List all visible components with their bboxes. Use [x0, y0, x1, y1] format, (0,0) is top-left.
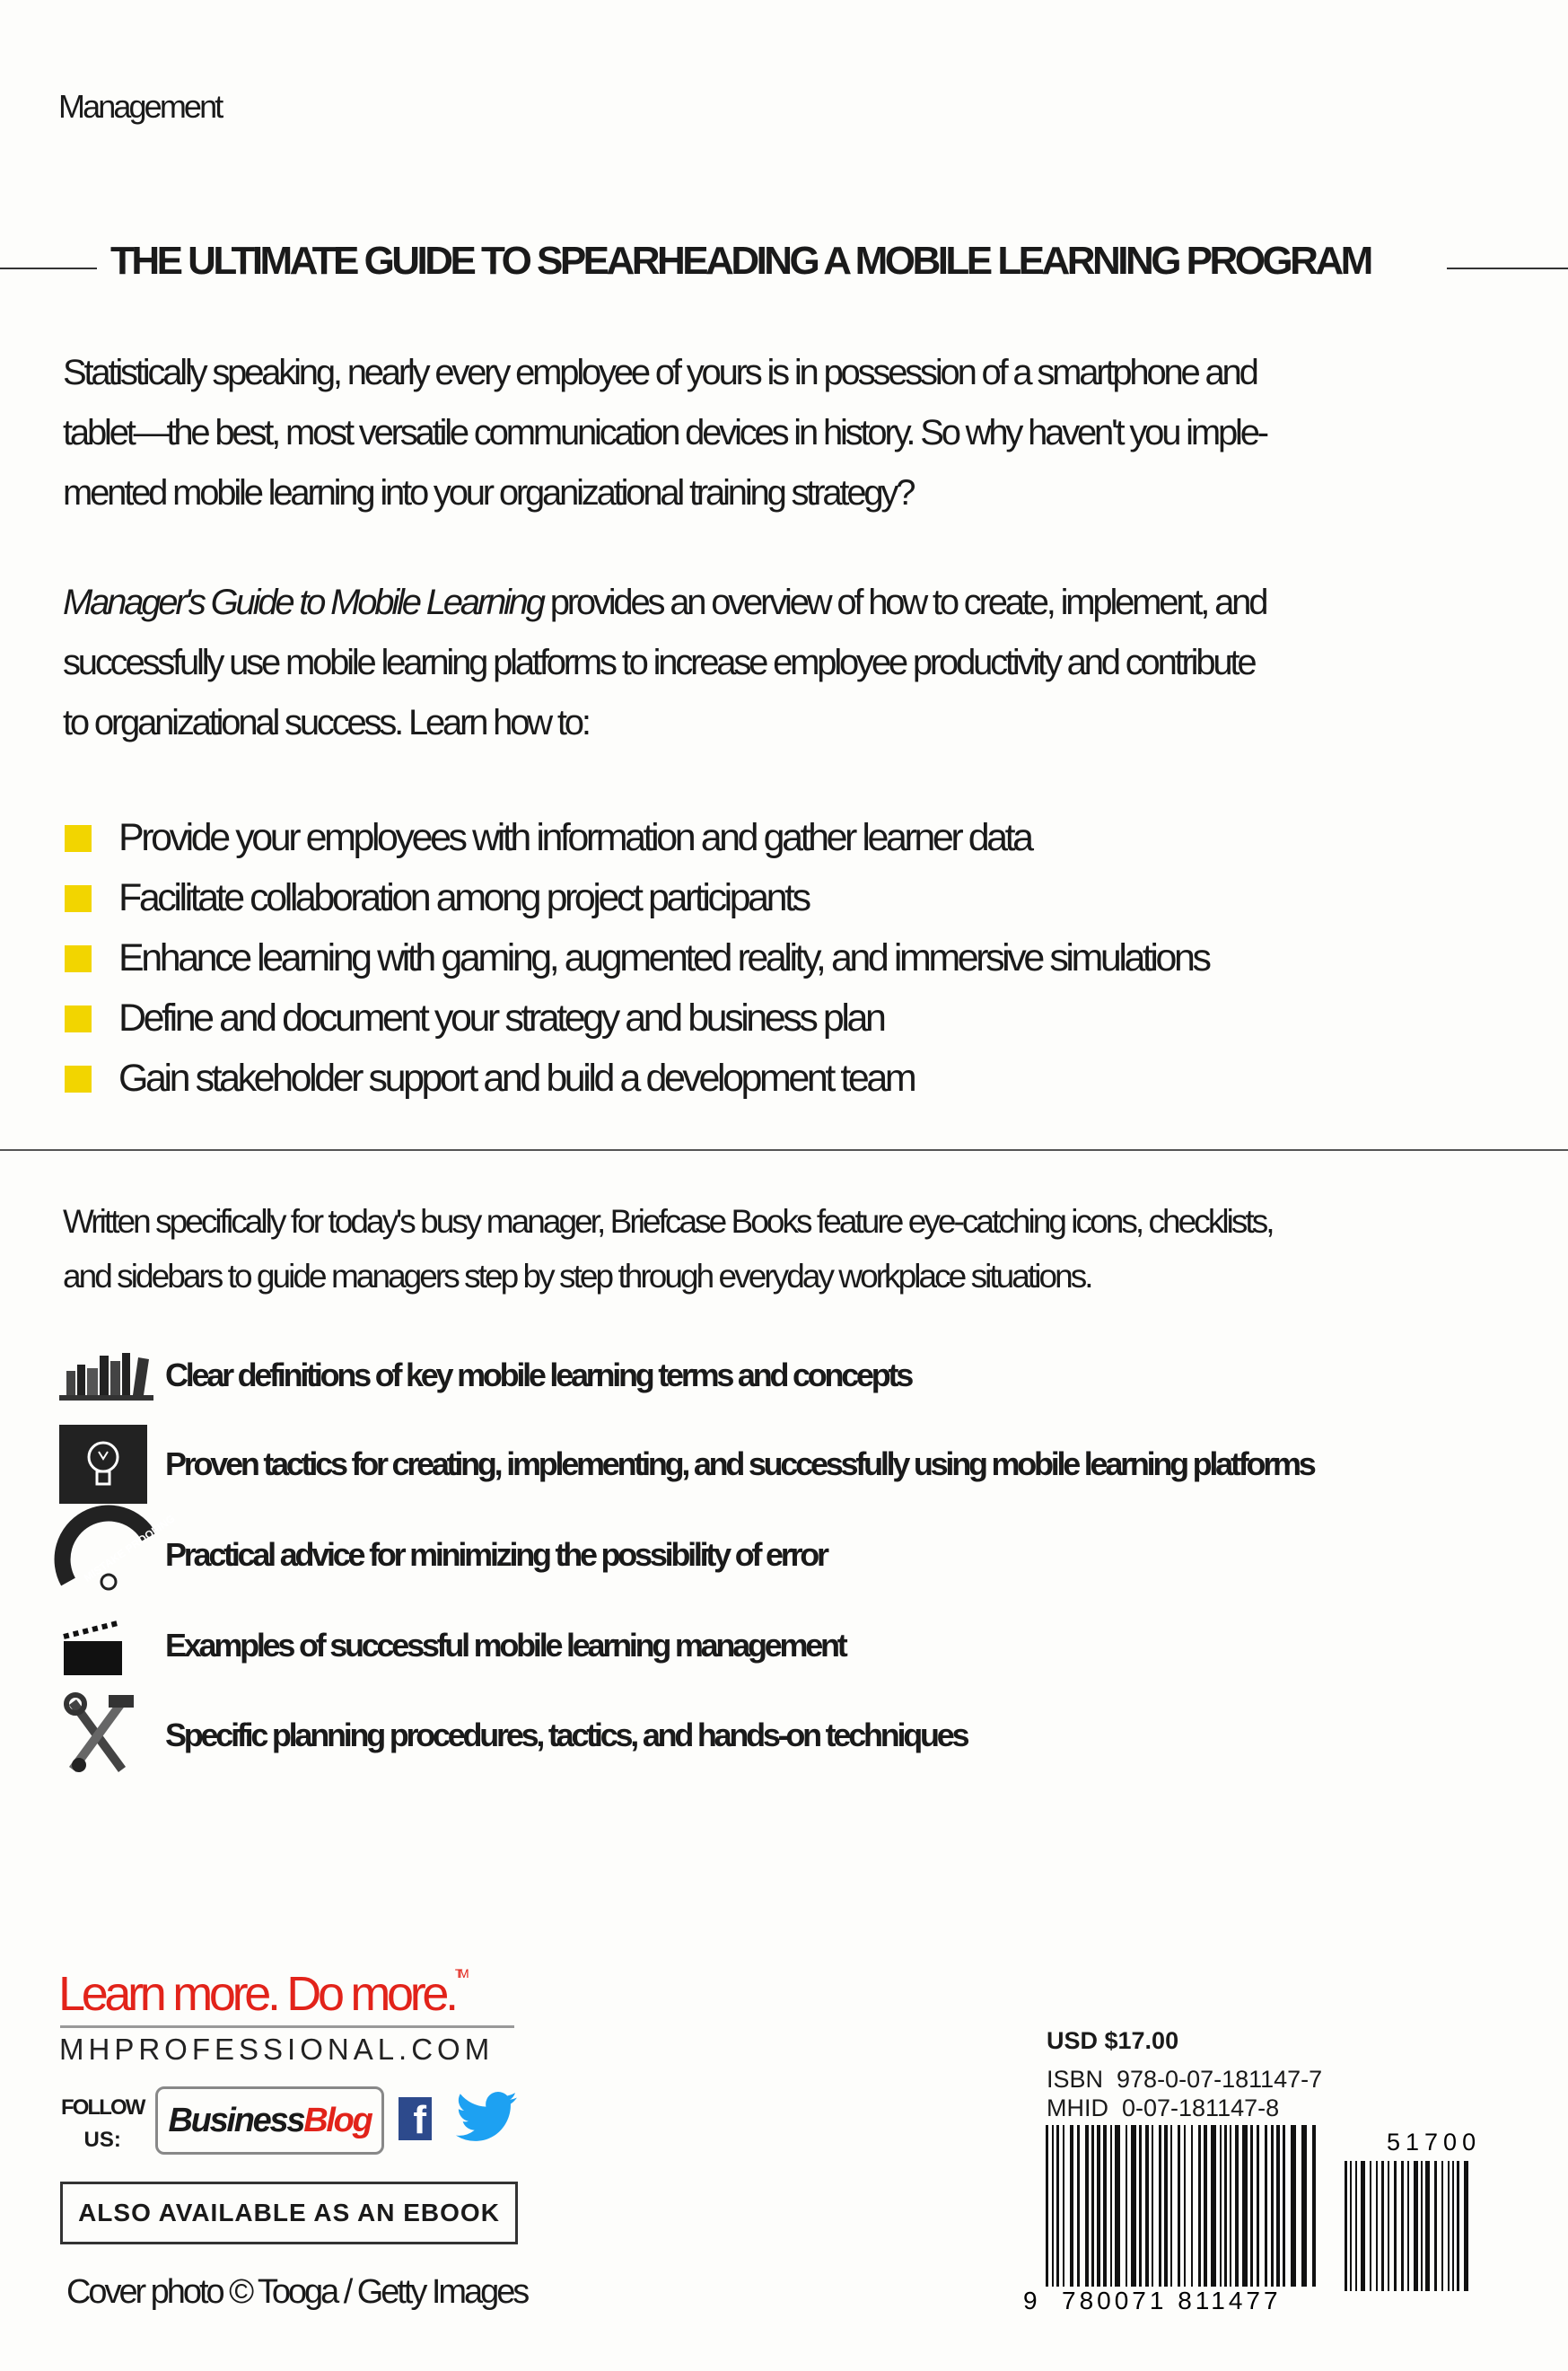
- website-link[interactable]: MHPROFESSIONAL.COM: [59, 2033, 495, 2066]
- feature-item: [59, 1330, 1549, 1420]
- barcode-digits: 780071 811477: [1062, 2287, 1282, 2314]
- barcode-bar: [1091, 2125, 1094, 2287]
- barcode-bar: [1211, 2125, 1216, 2287]
- headline-rule-left: [0, 268, 97, 269]
- barcode-bar: [1230, 2125, 1231, 2287]
- benefit-list: [65, 808, 1501, 1109]
- barcode-bar: [1178, 2125, 1180, 2287]
- barcode-bar: [1421, 2161, 1423, 2291]
- barcode-bar: [1164, 2125, 1168, 2287]
- ebook-notice: ALSO AVAILABLE AS AN EBOOK: [60, 2182, 518, 2244]
- slogan-text: Learn more. Do more.: [58, 1967, 455, 2021]
- price: USD $17.00: [1047, 2027, 1179, 2054]
- overview-paragraph: [63, 573, 1517, 753]
- barcode-bar: [1159, 2125, 1161, 2287]
- lightbulb-icon: [59, 1424, 158, 1505]
- barcode-bar: [1184, 2125, 1186, 2287]
- barcode-bar: [1242, 2125, 1248, 2287]
- barcode-bar: [1250, 2125, 1253, 2287]
- bullet-square-icon: [65, 825, 92, 852]
- barcode-bar: [1464, 2161, 1468, 2291]
- barcode-bar: [1401, 2161, 1404, 2291]
- overview-line: to organizational success. Learn how to:: [63, 703, 589, 742]
- barcode-bar: [1085, 2125, 1089, 2287]
- benefit-text: Gain stakeholder support and build a development team: [118, 1057, 915, 1100]
- barcode-bar: [1425, 2161, 1430, 2291]
- business-blog-button[interactable]: Business Blog: [155, 2086, 384, 2155]
- barcode-bar: [1394, 2161, 1397, 2291]
- barcode-bar: [1381, 2161, 1384, 2291]
- facebook-icon[interactable]: f: [399, 2097, 432, 2140]
- barcode-bar: [1220, 2125, 1222, 2287]
- barcode-bar: [1056, 2125, 1059, 2287]
- benefit-text: Provide your employees with information and gather learner data: [118, 816, 1031, 859]
- barcode-bar: [1224, 2125, 1227, 2287]
- cover-credit: Cover photo © Tooga / Getty Images: [66, 2273, 528, 2311]
- blurb-line: Written specifically for today's busy manager, Briefcase Books feature eye-catching icons, checklists,: [63, 1203, 1273, 1240]
- feature-text: Examples of successful mobile learning management: [165, 1627, 845, 1664]
- barcode-bar: [1407, 2161, 1409, 2291]
- category-label: Management: [58, 88, 222, 125]
- benefit-text: Define and document your strategy and business plan: [118, 997, 884, 1040]
- benefit-item: [65, 808, 1501, 868]
- intro-line: Statistically speaking, nearly every employee of yours is in possession of a smartphone and: [63, 353, 1257, 392]
- mhid: MHID 0-07-181147-8: [1047, 2094, 1280, 2121]
- barcode-bar: [1198, 2125, 1201, 2287]
- barcode: [1019, 2125, 1485, 2314]
- barcode-bar: [1265, 2125, 1267, 2287]
- barcode-bar: [1139, 2125, 1142, 2287]
- svg-text:MISTAKE PROOFING: MISTAKE PROOFING: [81, 1512, 178, 1585]
- slogan-rule: [60, 2025, 514, 2028]
- barcode-bar: [1283, 2125, 1285, 2287]
- feature-item: [59, 1510, 1549, 1600]
- barcode-bar: [1046, 2125, 1048, 2287]
- barcode-bar: [1235, 2125, 1239, 2287]
- tools-icon: [59, 1695, 158, 1776]
- barcode-bar: [1355, 2161, 1357, 2291]
- bullet-square-icon: [65, 1066, 92, 1093]
- barcode-bar: [1126, 2125, 1127, 2287]
- barcode-bar: [1103, 2125, 1107, 2287]
- follow-us-label: FOLLOW US:: [61, 2095, 145, 2152]
- barcode-bar: [1115, 2125, 1120, 2287]
- blurb-line: and sidebars to guide managers step by step through everyday workplace situations.: [63, 1258, 1091, 1295]
- barcode-bar: [1145, 2125, 1149, 2287]
- twitter-icon[interactable]: [456, 2090, 517, 2148]
- benefit-text: Enhance learning with gaming, augmented reality, and immersive simulations: [118, 936, 1209, 979]
- headline-rule-right: [1447, 268, 1568, 269]
- barcode-bar: [1448, 2161, 1450, 2291]
- barcode-bar: [1457, 2161, 1459, 2291]
- barcode-bar: [1301, 2125, 1307, 2287]
- barcode-bar: [1452, 2161, 1454, 2291]
- barcode-bar: [1312, 2125, 1316, 2287]
- barcode-bar: [1131, 2125, 1136, 2287]
- feature-text: Specific planning procedures, tactics, and hands-on techniques: [165, 1717, 968, 1753]
- barcode-bar: [1388, 2161, 1389, 2291]
- barcode-bar: [1345, 2161, 1347, 2291]
- benefit-item: [65, 868, 1501, 928]
- benefit-text: Facilitate collaboration among project participants: [118, 876, 809, 919]
- barcode-bar: [1097, 2125, 1100, 2287]
- slogan: [58, 1966, 465, 2022]
- barcode-bar: [1052, 2125, 1054, 2287]
- overview-line: provides an overview of how to create, implement, and: [542, 583, 1266, 622]
- bullet-square-icon: [65, 885, 92, 912]
- isbn: ISBN 978-0-07-181147-7: [1047, 2066, 1323, 2093]
- barcode-lead-digit: 9: [1023, 2287, 1038, 2314]
- barcode-bar: [1152, 2125, 1153, 2287]
- barcode-bar: [1370, 2161, 1371, 2291]
- barcode-bar: [1271, 2125, 1274, 2287]
- benefit-item: [65, 928, 1501, 988]
- mistake-proofing-icon: [59, 1512, 178, 1595]
- clapperboard-icon: [59, 1605, 158, 1686]
- intro-line: tablet—the best, most versatile communication devices in history. So why haven't you imple-: [63, 413, 1266, 452]
- benefit-item: [65, 1049, 1501, 1109]
- barcode-bar: [1441, 2161, 1443, 2291]
- bullet-square-icon: [65, 1005, 92, 1032]
- barcode-bar: [1414, 2161, 1418, 2291]
- feature-item: [59, 1419, 1549, 1509]
- barcode-bar: [1110, 2125, 1112, 2287]
- barcode-bar: [1070, 2125, 1073, 2287]
- barcode-bar: [1170, 2125, 1172, 2287]
- intro-line: mented mobile learning into your organizational training strategy?: [63, 473, 914, 513]
- barcode-bar: [1376, 2161, 1378, 2291]
- barcode-bar: [1434, 2161, 1437, 2291]
- benefit-item: [65, 988, 1501, 1049]
- headline-section: [0, 239, 1568, 296]
- barcode-bar: [1257, 2125, 1259, 2287]
- barcode-bar: [1291, 2125, 1296, 2287]
- bullet-square-icon: [65, 945, 92, 972]
- book-title: Manager's Guide to Mobile Learning: [63, 583, 543, 622]
- barcode-bar: [1204, 2125, 1207, 2287]
- barcode-bar: [1077, 2125, 1080, 2287]
- barcode-bar: [1063, 2125, 1064, 2287]
- barcode-bar: [1350, 2161, 1352, 2291]
- barcode-addon-digits: 51700: [1387, 2129, 1482, 2156]
- feature-text: Proven tactics for creating, implementing, and successfully using mobile learning platforms: [165, 1445, 1314, 1482]
- intro-paragraph: [63, 343, 1517, 523]
- series-blurb: [63, 1194, 1535, 1304]
- section-divider: [0, 1149, 1568, 1151]
- feature-item: [59, 1690, 1549, 1780]
- barcode-bar: [1191, 2125, 1193, 2287]
- trademark: TM: [454, 1966, 466, 1980]
- barcode-bar: [1276, 2125, 1280, 2287]
- headline: THE ULTIMATE GUIDE TO SPEARHEADING A MOBILE LEARNING PROGRAM: [110, 239, 1371, 283]
- isbn-block: [1047, 2065, 1322, 2122]
- overview-line: successfully use mobile learning platforms to increase employee productivity and contribute: [63, 643, 1255, 682]
- barcode-bar: [1361, 2161, 1365, 2291]
- feature-text: Clear definitions of key mobile learning terms and concepts: [165, 1357, 912, 1393]
- feature-item: [59, 1601, 1549, 1690]
- feature-text: Practical advice for minimizing the possibility of error: [165, 1536, 827, 1573]
- books-icon: [59, 1335, 158, 1416]
